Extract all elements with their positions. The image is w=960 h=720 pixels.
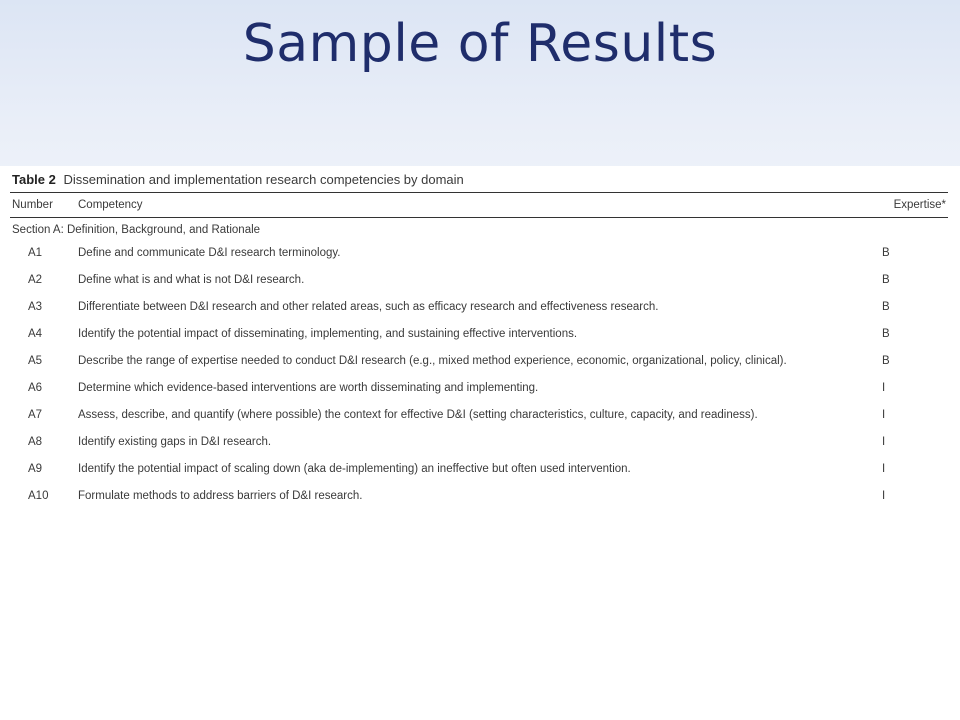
row-competency: Formulate methods to address barriers of D&I research. xyxy=(78,490,363,502)
competency-table-figure xyxy=(0,166,960,554)
row-competency: Identify the potential impact of scaling down (aka de-implementing) an ineffective but often used intervention. xyxy=(78,463,631,475)
row-expertise: B xyxy=(882,355,890,367)
row-number: A6 xyxy=(28,382,43,394)
row-expertise: B xyxy=(882,274,890,286)
row-expertise: I xyxy=(882,436,886,448)
row-expertise: I xyxy=(882,382,886,394)
table-row xyxy=(10,295,948,322)
header-number: Number xyxy=(10,193,72,218)
row-competency: Define and communicate D&I research terminology. xyxy=(78,247,341,259)
row-number: A9 xyxy=(28,463,43,475)
row-competency: Determine which evidence-based interventions are worth disseminating and implementing. xyxy=(78,382,539,394)
section-a-heading: Section A: Definition, Background, and Rationale xyxy=(12,224,261,236)
row-expertise: B xyxy=(882,328,890,340)
table-row xyxy=(10,484,948,511)
table-row xyxy=(10,457,948,484)
table-row xyxy=(10,268,948,295)
row-competency: Define what is and what is not D&I research. xyxy=(78,274,305,286)
row-competency: Identify the potential impact of disseminating, implementing, and sustaining effective interventions. xyxy=(78,328,578,340)
table-row xyxy=(10,430,948,457)
table-caption xyxy=(10,166,948,193)
header-competency: Competency xyxy=(72,193,882,218)
row-expertise: B xyxy=(882,301,890,313)
row-number: A8 xyxy=(28,436,43,448)
table-row xyxy=(10,349,948,376)
row-number: A10 xyxy=(28,490,49,502)
competency-table xyxy=(10,166,948,511)
row-expertise: B xyxy=(882,247,890,259)
table-row xyxy=(10,241,948,268)
table-caption-text: Dissemination and implementation research competencies by domain xyxy=(63,172,464,187)
table-row xyxy=(10,322,948,349)
row-competency: Describe the range of expertise needed to conduct D&I research (e.g., mixed method experience, economic, organizational, policy, clinical). xyxy=(78,355,787,367)
row-number: A2 xyxy=(28,274,43,286)
table-row xyxy=(10,376,948,403)
table-row xyxy=(10,403,948,430)
slide-title: Sample of Results xyxy=(242,14,718,74)
table-caption-label: Table 2 xyxy=(12,172,56,187)
row-competency: Identify existing gaps in D&I research. xyxy=(78,436,272,448)
row-competency: Differentiate between D&I research and other related areas, such as efficacy research and effectiveness research. xyxy=(78,301,659,313)
row-number: A4 xyxy=(28,328,43,340)
row-expertise: I xyxy=(882,490,886,502)
row-number: A5 xyxy=(28,355,43,367)
row-number: A3 xyxy=(28,301,43,313)
row-number: A1 xyxy=(28,247,43,259)
header-expertise: Expertise* xyxy=(882,193,948,218)
row-expertise: I xyxy=(882,463,886,475)
row-number: A7 xyxy=(28,409,43,421)
row-expertise: I xyxy=(882,409,886,421)
row-competency: Assess, describe, and quantify (where possible) the context for effective D&I (setting characteristics, culture, capacity, and readiness). xyxy=(78,409,758,421)
table-header-row xyxy=(10,193,948,218)
